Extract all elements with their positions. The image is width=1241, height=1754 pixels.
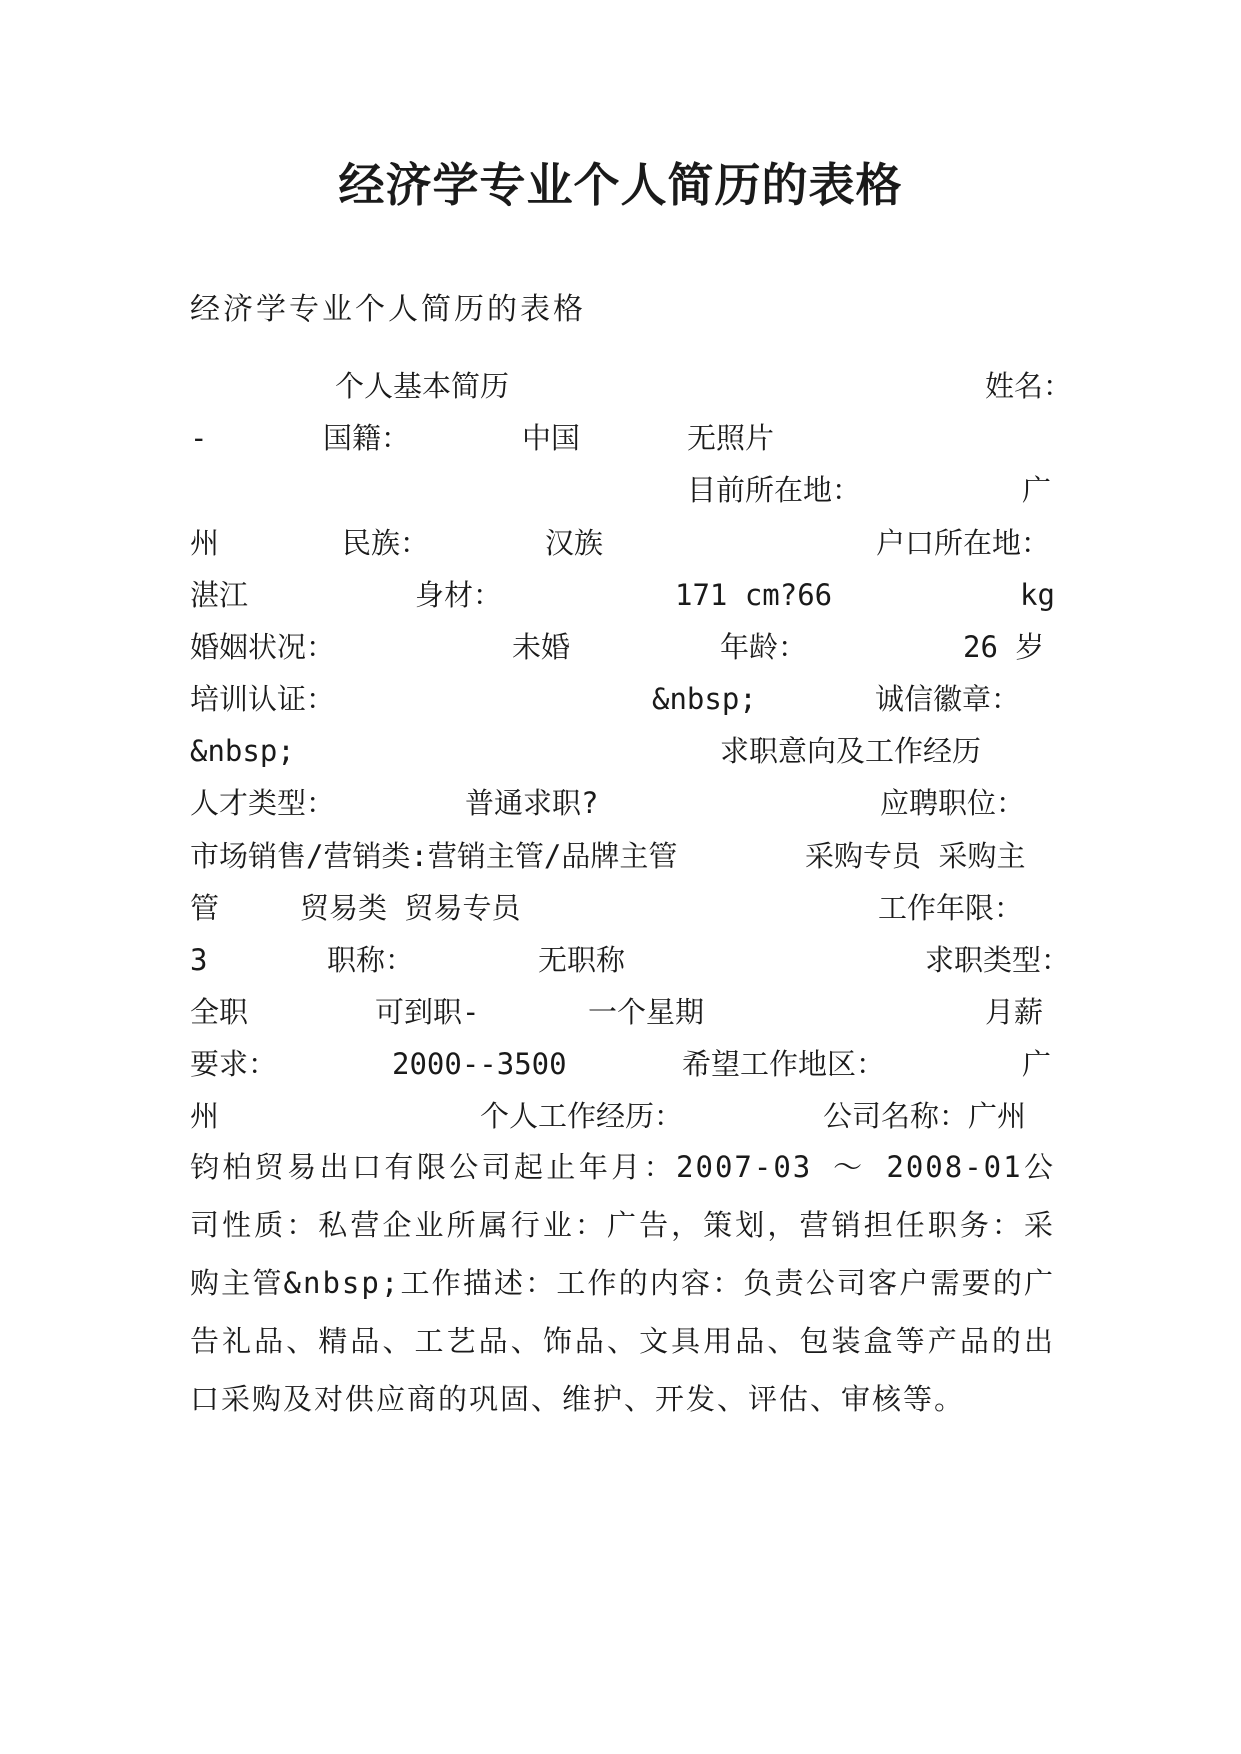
field-value-build: 171 cm?66: [675, 578, 833, 612]
field-label-job-type: 求职类型：: [925, 943, 1071, 977]
field-label-certification: 培训认证：: [190, 682, 336, 716]
field-value-certification: &nbsp;: [652, 682, 757, 716]
field-label-ethnicity: 民族：: [342, 526, 430, 560]
field-value-integrity-badge: &nbsp;: [190, 734, 295, 768]
field-value-hukou: 湛江: [190, 578, 249, 612]
field-label-years: 工作年限：: [878, 891, 1024, 925]
field-value-work-area-cont: 州: [190, 1099, 220, 1133]
field-label-name: 姓名：: [985, 369, 1073, 403]
field-value-location-cont: 州: [190, 526, 220, 560]
resume-line: [190, 1042, 1055, 1086]
resume-line: [190, 990, 1055, 1034]
field-label-work-area: 希望工作地区：: [682, 1047, 886, 1081]
resume-line: [190, 834, 1055, 878]
field-label-age: 年龄：: [720, 630, 808, 664]
resume-line: [190, 1094, 1055, 1138]
field-value-age: 26 岁: [963, 630, 1045, 664]
field-value-position: 市场销售/营销类:营销主管/品牌主管: [190, 839, 678, 873]
resume-line: [190, 729, 1055, 773]
field-label-position: 应聘职位：: [880, 786, 1026, 820]
field-label-integrity-badge: 诚信徽章：: [875, 682, 1021, 716]
document-subtitle: 经济学专业个人简历的表格: [190, 292, 586, 327]
section-heading-experience: 个人工作经历：: [480, 1099, 684, 1133]
photo-placeholder: 无照片: [687, 421, 775, 455]
field-value-available: 一个星期: [588, 995, 705, 1029]
field-value-build-unit: kg: [1020, 578, 1055, 612]
field-value-position-end: 管: [190, 891, 220, 925]
field-value-trade: 贸易类 贸易专员: [300, 891, 521, 925]
resume-line: [190, 573, 1055, 617]
field-label-talent-type: 人才类型：: [190, 786, 336, 820]
field-value-position-cont: 采购专员 采购主: [805, 839, 1026, 873]
field-label-nationality: 国籍：: [323, 421, 411, 455]
field-value-title: 无职称: [538, 943, 626, 977]
field-value-work-area: 广: [1022, 1047, 1052, 1081]
experience-paragraph: 钧柏贸易出口有限公司起止年月：2007-03 ～ 2008-01公司性质：私营企业所属行业：广告，策划，营销担任职务：采购主管&nbsp;工作描述：工作的内容：负责公司客户需要的广告礼品、精品、工艺品、饰品、文具用品、包装盒等产品的出口采购及对供应商的巩固、维护、开发、评估、审核等。: [190, 1150, 1055, 1416]
section-heading-intent: 求职意向及工作经历: [720, 734, 982, 768]
field-label-company: 公司名称：广州: [823, 1099, 1027, 1133]
field-value-salary: 2000--3500: [392, 1047, 567, 1081]
field-value-talent-type: 普通求职?: [465, 786, 599, 820]
resume-line: [190, 521, 1055, 565]
resume-line: [190, 886, 1055, 930]
field-label-salary: 月薪: [985, 995, 1044, 1029]
field-value-years: 3: [190, 943, 208, 977]
resume-line: [190, 416, 1055, 460]
field-value-job-type: 全职: [190, 995, 249, 1029]
field-label-build: 身材：: [415, 578, 503, 612]
resume-line: [190, 364, 1073, 408]
field-label-location: 目前所在地：: [687, 473, 862, 507]
field-value-marital: 未婚: [512, 630, 571, 664]
field-label-marital: 婚姻状况：: [190, 630, 336, 664]
field-value-location: 广: [1022, 473, 1052, 507]
resume-line: [190, 781, 1055, 825]
resume-line: [190, 677, 1055, 721]
field-label-salary-cont: 要求：: [190, 1047, 278, 1081]
resume-line: [190, 938, 1071, 982]
field-value-nationality: 中国: [522, 421, 581, 455]
field-label-hukou: 户口所在地：: [876, 526, 1051, 560]
field-value-ethnicity: 汉族: [545, 526, 604, 560]
document-title: 经济学专业个人简历的表格: [338, 158, 903, 212]
resume-line: [190, 625, 1055, 669]
field-label-available: 可到职-: [375, 995, 480, 1029]
field-label-title: 职称：: [327, 943, 415, 977]
resume-line: [190, 468, 1055, 512]
section-heading-basic: 个人基本简历: [335, 369, 510, 403]
field-value-name: -: [190, 421, 208, 455]
